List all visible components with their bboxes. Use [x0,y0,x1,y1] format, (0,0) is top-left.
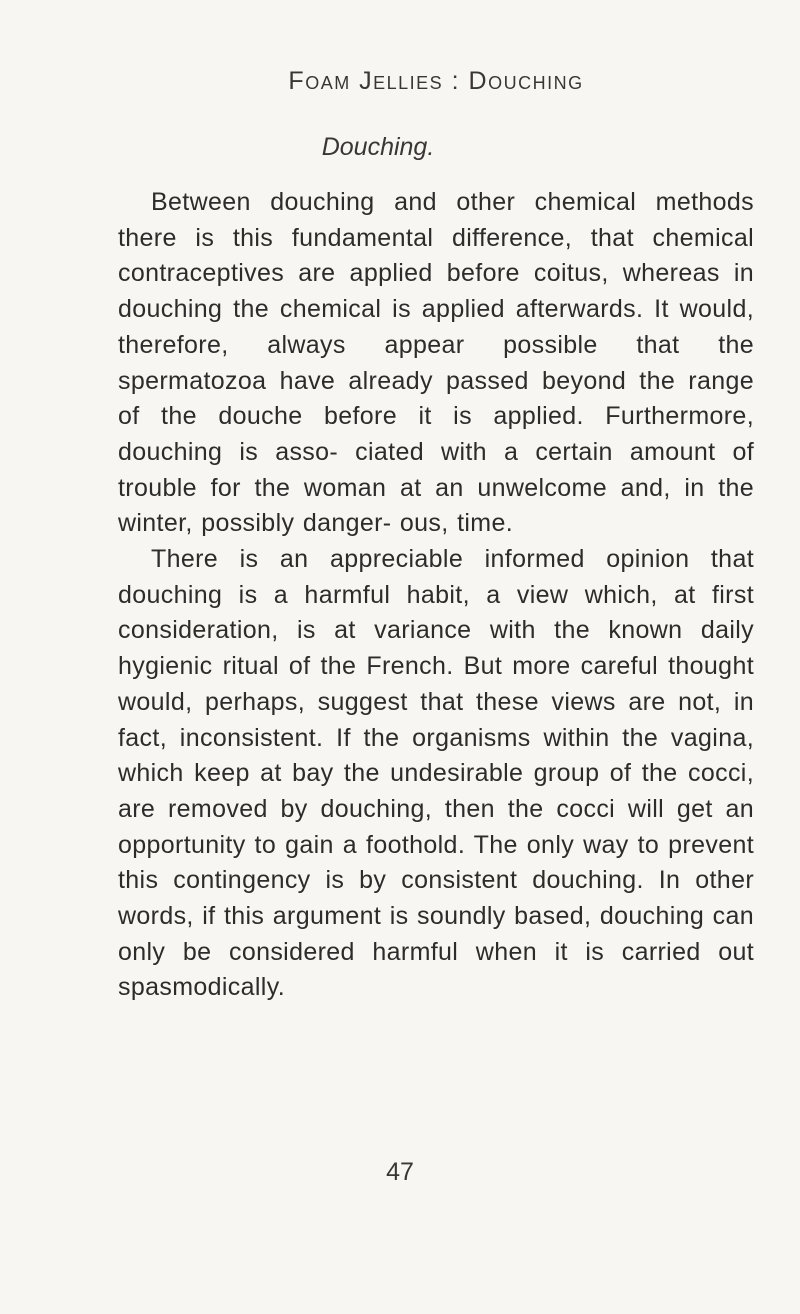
page-number: 47 [386,1158,414,1186]
running-head: Foam Jellies : Douching [288,67,584,95]
paragraph-1: Between douching and other chemical methods there is this fundamental difference, that chemical contraceptives are applied before coitus, whereas in douching the chemical is applied afterwards. It would, therefore, always appear possible that the spermatozoa have already passed beyond the range of the douche before it is applied. Furthermore, douching is asso- ciated with a certain amount of trouble for the woman at an unwelcome and, in the winter, possibly danger- ous, time. [118,188,754,538]
body-text [118,185,754,1006]
section-title: Douching. [321,133,435,161]
paragraph-2: There is an appreciable informed opinion that douching is a harmful habit, a view which, at first consideration, is at variance with the known daily hygienic ritual of the French. But more careful thought would, perhaps, suggest that these views are not, in fact, inconsistent. If the organisms within the vagina, which keep at bay the undesirable group of the cocci, are removed by douching, then the cocci will get an opportunity to gain a foothold. The only way to prevent this contingency is by consistent douching. In other words, if this argument is soundly based, douching can only be considered harmful when it is carried out spasmodically. [118,545,754,1002]
